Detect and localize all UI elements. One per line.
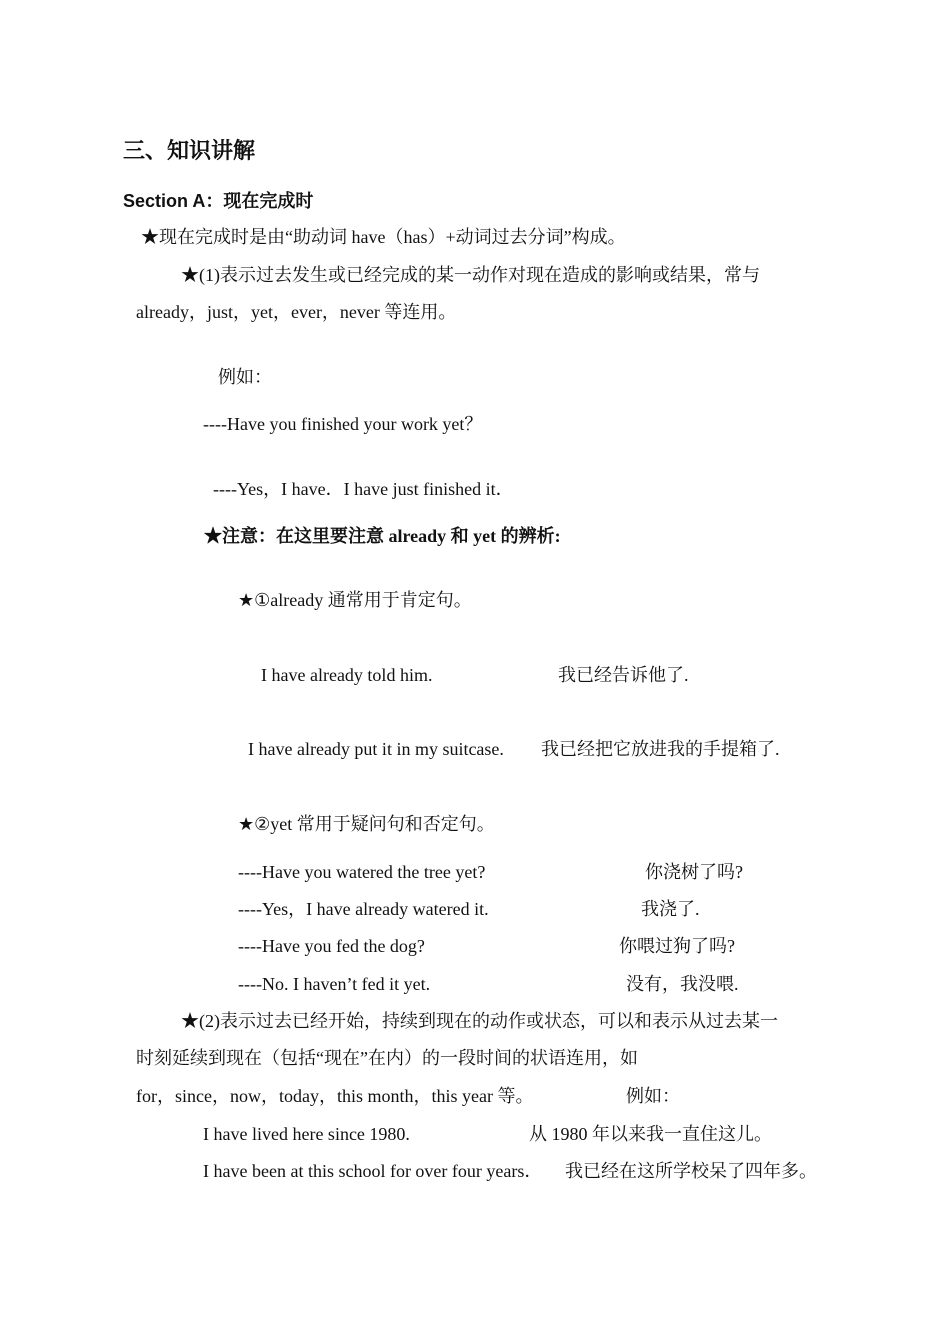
point1-line1: ★(1)表示过去发生或已经完成的某一动作对现在造成的影响或结果，常与 <box>181 265 760 285</box>
point2-example-en: I have lived here since 1980. <box>203 1124 410 1144</box>
yet-example-en: ----Have you fed the dog? <box>238 936 425 956</box>
section-a-title: Section A：现在完成时 <box>123 191 314 211</box>
point2-line3: for，since，now，today，this month，this year 等。 <box>136 1086 534 1106</box>
yet-example-en: ----Have you watered the tree yet? <box>238 862 486 882</box>
already-example-zh: 我已经告诉他了. <box>558 665 689 685</box>
point2-line2: 时刻延续到现在（包括“现在”在内）的一段时间的状语连用，如 <box>136 1048 638 1068</box>
point1-line2: already，just，yet，ever，never 等连用。 <box>136 302 457 322</box>
already-example-zh: 我已经把它放进我的手提箱了. <box>541 739 780 759</box>
yet-rule: ★②yet 常用于疑问句和否定句。 <box>238 814 495 834</box>
already-example-en: I have already told him. <box>261 665 433 685</box>
point2-example-label: 例如： <box>626 1086 680 1106</box>
point2-line1: ★(2)表示过去已经开始，持续到现在的动作或状态，可以和表示从过去某一 <box>181 1011 778 1031</box>
already-example-en: I have already put it in my suitcase. <box>248 739 504 759</box>
yet-example-zh: 没有，我没喂. <box>626 974 739 994</box>
yet-example-en: ----Yes，I have already watered it. <box>238 899 489 919</box>
intro-text: ★现在完成时是由“助动词 have（has）+动词过去分词”构成。 <box>141 227 626 247</box>
yet-example-zh: 你喂过狗了吗? <box>619 936 735 956</box>
yet-example-zh: 你浇树了吗? <box>645 862 743 882</box>
point2-example-zh: 从 1980 年以来我一直住这儿。 <box>529 1124 772 1144</box>
note-title: ★注意：在这里要注意 already 和 yet 的辨析: <box>204 526 561 546</box>
point1-example-label: 例如： <box>218 367 272 387</box>
point2-example-zh: 我已经在这所学校呆了四年多。 <box>565 1161 817 1181</box>
point2-example-en: I have been at this school for over four years． <box>203 1161 543 1181</box>
yet-example-zh: 我浇了. <box>641 899 700 919</box>
yet-example-en: ----No. I haven’t fed it yet. <box>238 974 431 994</box>
point1-dialog-answer: ----Yes，I have．I have just finished it． <box>213 479 514 499</box>
section-heading: 三、知识讲解 <box>123 139 256 164</box>
already-rule: ★①already 通常用于肯定句。 <box>238 590 472 610</box>
point1-dialog-question: ----Have you finished your work yet？ <box>203 414 483 434</box>
